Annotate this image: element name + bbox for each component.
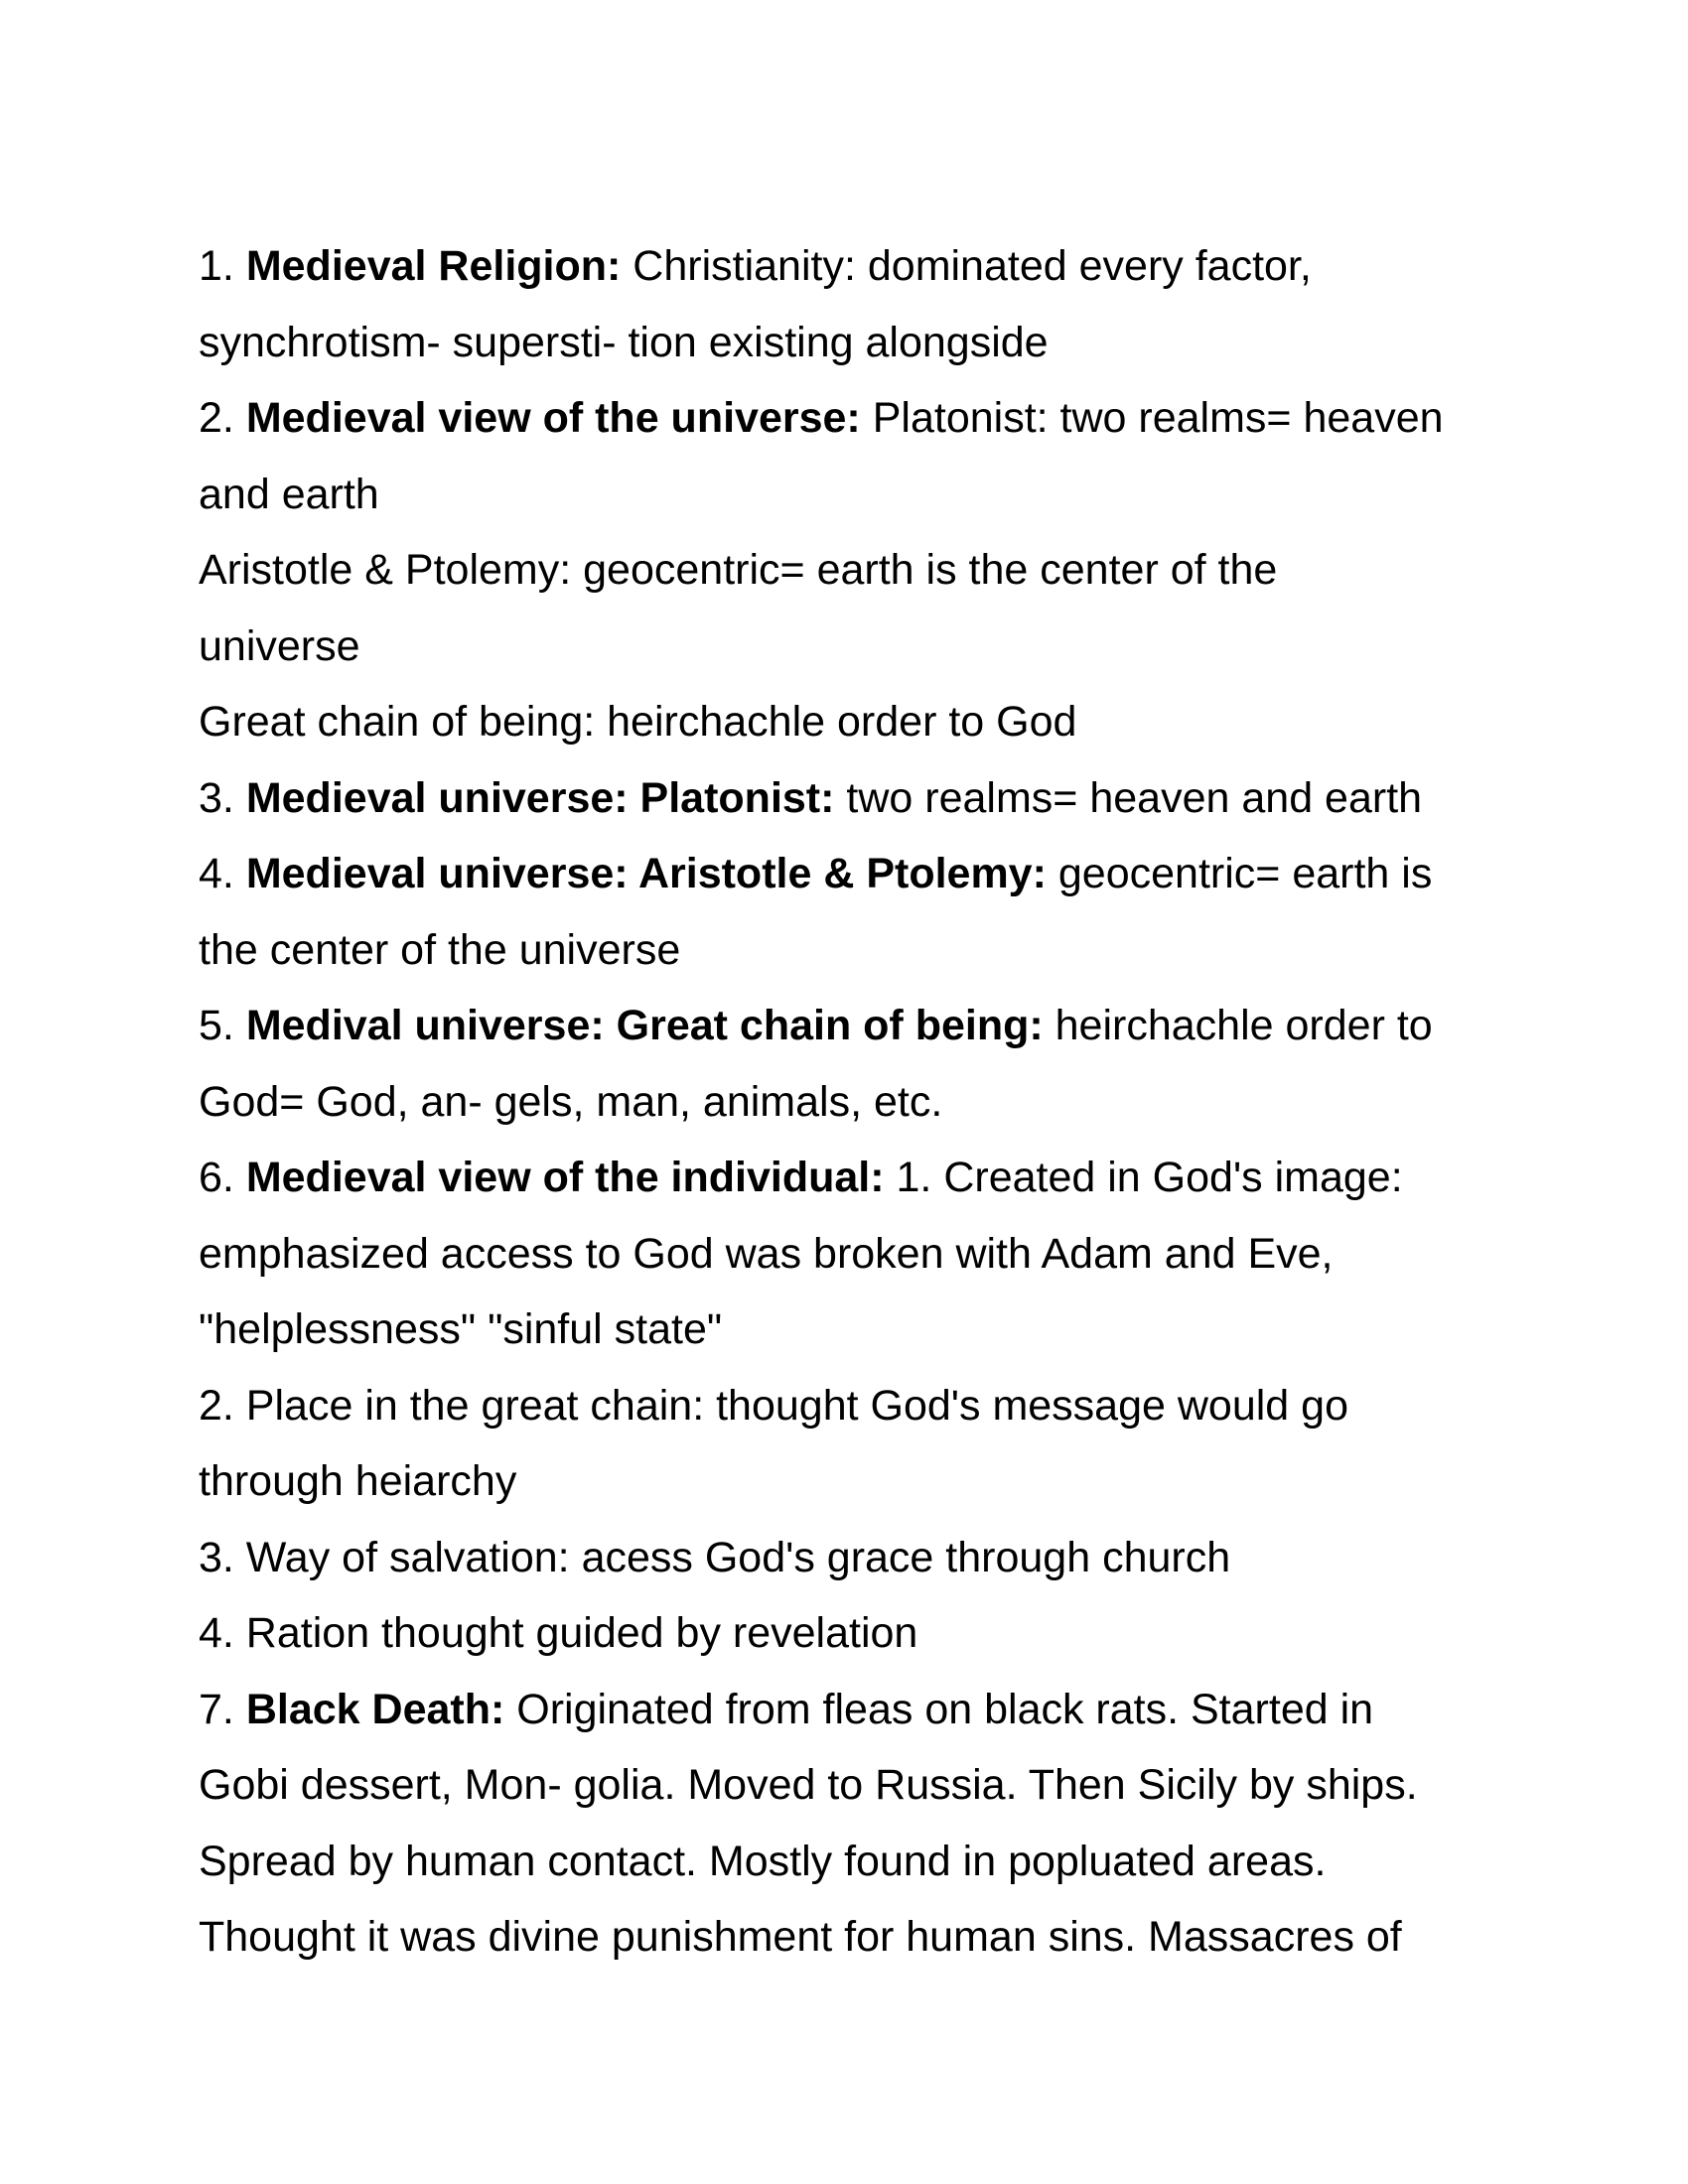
entry-text: heirchachle order to [1055,1002,1433,1049]
entry-number: 7. [199,1685,234,1733]
entry-number: 3. [199,773,234,822]
entry-heading-6 [199,1140,1519,1216]
entry-text: 1. Created in God's image: [896,1154,1403,1201]
entry-line: synchrotism- supersti- tion existing alongside [199,318,1049,366]
entry-heading-2 [199,380,1519,457]
entry-line: 4. Ration thought guided by revelation [199,1609,918,1657]
entry-line: 3. Way of salvation: acess God's grace through church [199,1533,1231,1581]
entry-heading-3 [199,760,1519,837]
entry-term: Medieval universe: Platonist: [245,773,835,822]
entry-line: Gobi dessert, Mon- golia. Moved to Russia. Then Sicily by ships. [199,1761,1418,1809]
entry-line: emphasized access to God was broken with Adam and Eve, [199,1229,1334,1278]
entry-line: Spread by human contact. Mostly found in popluated areas. [199,1837,1327,1885]
entry-line: "helplessness" "sinful state" [199,1305,723,1353]
entry-number: 4. [199,850,234,897]
entry-term: Medieval Religion: [245,242,622,290]
entry-heading-1 [199,228,1519,305]
entry-line: through heiarchy [199,1457,517,1505]
entry-number: 2. [199,394,234,442]
entry-number: 5. [199,1002,234,1049]
entry-line: universe [199,621,360,670]
entry-text: two realms= heaven and earth [846,773,1423,822]
entry-line: and earth [199,470,379,518]
entry-number: 6. [199,1154,234,1201]
entry-heading-4 [199,836,1519,912]
entry-line: Aristotle & Ptolemy: geocentric= earth is the center of the [199,546,1278,594]
entry-term: Medieval view of the individual: [245,1154,885,1201]
entry-line: Great chain of being: heirchachle order to God [199,698,1077,746]
entry-text: Christianity: dominated every factor, [633,242,1312,290]
entry-text: Platonist: two realms= heaven [872,394,1444,442]
entry-text: geocentric= earth is [1057,850,1433,897]
entry-line: God= God, an- gels, man, animals, etc. [199,1077,943,1126]
entry-number: 1. [199,242,234,290]
entry-line: the center of the universe [199,925,681,974]
entry-text: Originated from fleas on black rats. Started in [516,1685,1374,1733]
entry-line: Thought it was divine punishment for human sins. Massacres of [199,1913,1402,1961]
entry-line: 2. Place in the great chain: thought God's message would go [199,1381,1348,1430]
entry-term: Medieval view of the universe: [245,394,861,442]
entry-term: Medival universe: Great chain of being: [245,1002,1044,1049]
entry-term: Black Death: [245,1685,505,1733]
entry-heading-5 [199,988,1519,1064]
entry-heading-7 [199,1672,1519,1748]
entry-term: Medieval universe: Aristotle & Ptolemy: [245,850,1047,897]
document-page [199,228,1519,1976]
